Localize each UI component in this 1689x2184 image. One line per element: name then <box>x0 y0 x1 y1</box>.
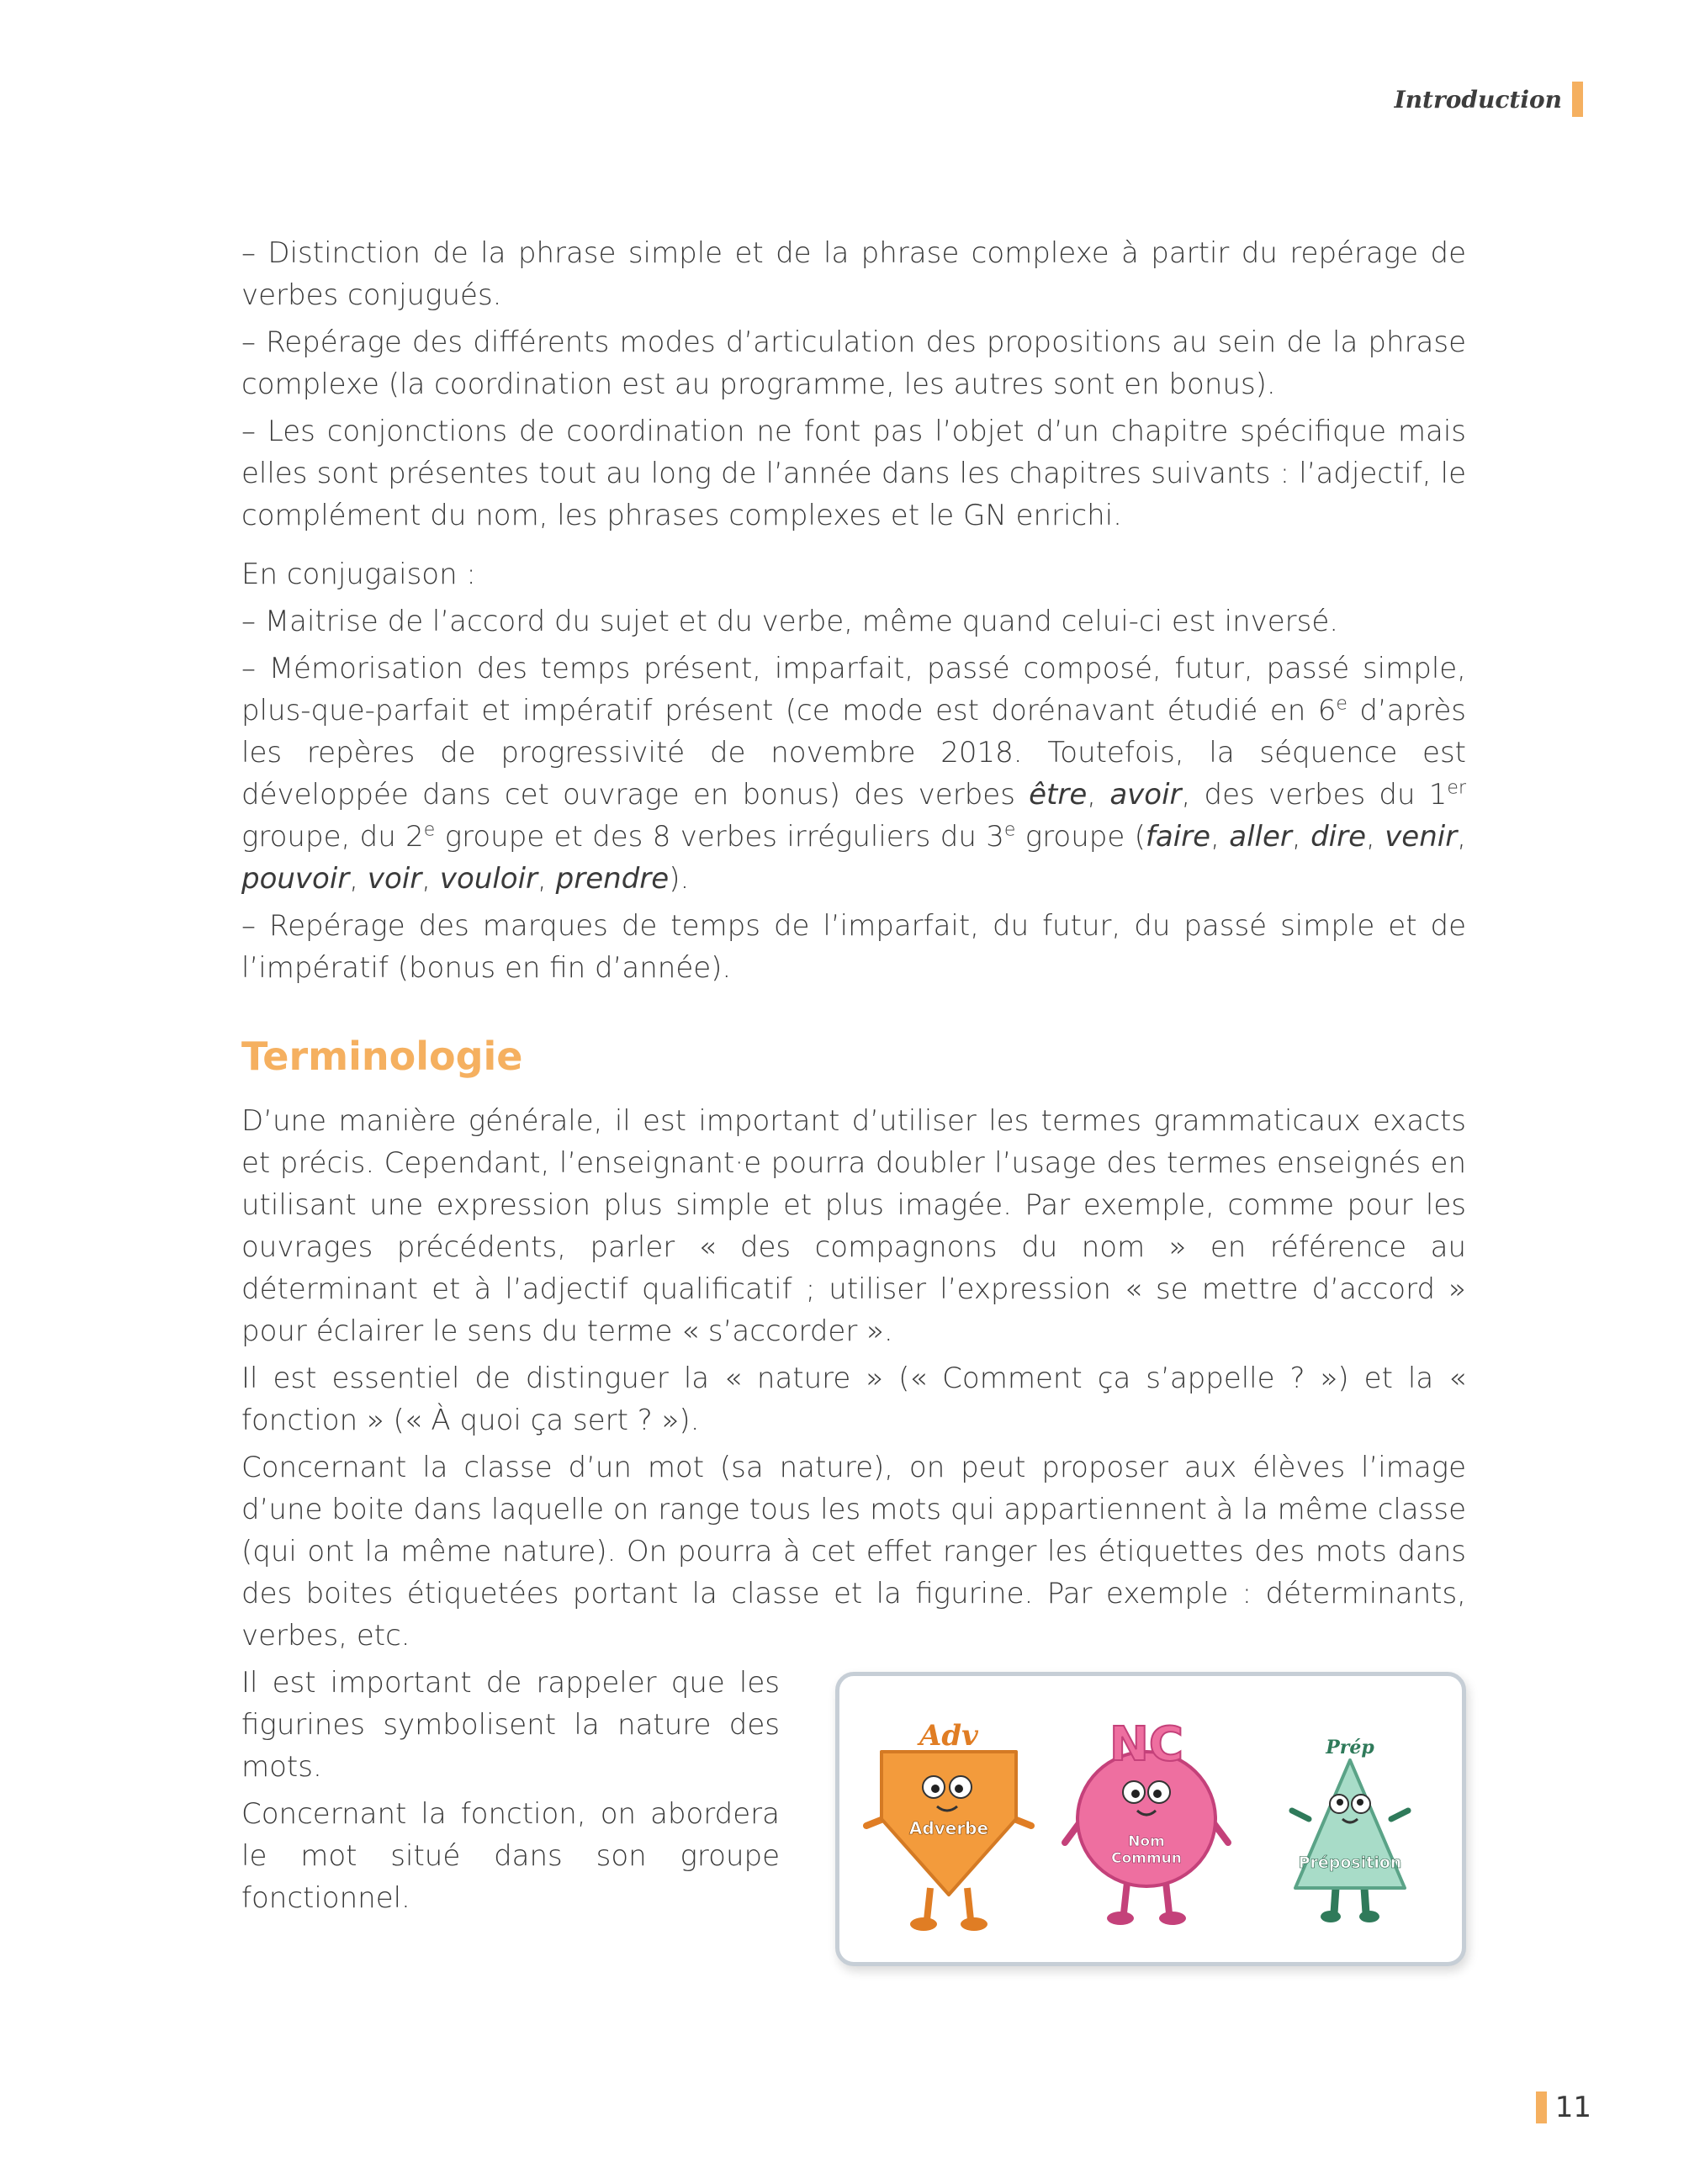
figurines-illustration <box>835 1672 1466 1966</box>
footer-accent-bar <box>1536 2091 1547 2123</box>
preposition-label: Préposition <box>1298 1853 1402 1872</box>
grammar-item-1: – Distinction de la phrase simple et de la phrase complexe à partir du repérage de verbes conjugués. <box>241 236 1466 312</box>
nom-commun-label-1: Nom <box>1128 1833 1165 1850</box>
page-body <box>241 232 1466 1966</box>
terminologie-paragraph-1: D’une manière générale, il est important d’utiliser les termes grammaticaux exacts et précis. Cependant, l’enseignant·e pourra doubler l’usage des termes enseignés en utilisant une expression plus simple et plus imagée. Par exemple, comme pour les ouvrages précédents, parler « des compagnons du nom » en référence au déterminant et à l’adjectif qualificatif ; utiliser l’expression « se mettre d’accord » pour éclairer le sens du terme « s’accorder ». <box>241 1104 1466 1348</box>
adverbe-figurine <box>866 1719 1031 1931</box>
figurines-row <box>241 1662 1466 1966</box>
nom-commun-tag: NC <box>1109 1717 1183 1772</box>
terminologie-paragraph-2: Il est essentiel de distinguer la « nature » (« Comment ça s’appelle ? ») et la « fonction » (« À quoi ça sert ? »). <box>241 1362 1466 1437</box>
nom-commun-label-2: Commun <box>1111 1850 1182 1867</box>
grammar-item-2: – Repérage des différents modes d’articulation des propositions au sein de la phrase complexe (la coordination est au programme, les autres sont en bonus). <box>241 325 1466 401</box>
page-footer <box>1536 2091 1591 2124</box>
figurines-explanation <box>241 1662 780 1966</box>
figurines-svg <box>856 1693 1445 1945</box>
page-number: 11 <box>1554 2091 1591 2124</box>
section-title-terminologie: Terminologie <box>241 1034 523 1079</box>
terminologie-paragraph-5: Concernant la fonction, on abordera le mot situé dans son groupe fonctionnel. <box>241 1797 780 1915</box>
conjugation-item-1: – Maitrise de l’accord du sujet et du verbe, même quand celui-ci est inversé. <box>241 605 1339 638</box>
adverbe-tag: Adv <box>919 1719 978 1753</box>
conjugation-heading: En conjugaison : <box>241 558 476 591</box>
conjugation-item-3: – Repérage des marques de temps de l’imparfait, du futur, du passé simple et de l’impératif (bonus en fin d’année). <box>241 909 1466 985</box>
preposition-figurine <box>1292 1737 1408 1922</box>
header-accent-bar <box>1572 82 1583 117</box>
adverbe-label: Adverbe <box>908 1818 989 1838</box>
running-header <box>1395 81 1583 118</box>
conjugation-item-2: – Mémorisation des temps présent, imparfait, passé composé, futur, passé simple, plus-que-parfait et impératif présent (ce mode est dorénavant étudié en 6e d’après les repères de progressivité de novembre 2018. Toutefois, la séquence est développée dans cet ouvrage en bonus) des verbes être, avoir, des verbes du 1er groupe, du 2e groupe et des 8 verbes irréguliers du 3e groupe (faire, aller, dire, venir, pouvoir, voir, vouloir, prendre). <box>241 652 1467 896</box>
terminologie-paragraph-4: Il est important de rappeler que les figurines symbolisent la nature des mots. <box>241 1666 780 1784</box>
preposition-tag: Prép <box>1326 1737 1374 1758</box>
nom-commun-figurine <box>1065 1717 1228 1925</box>
terminologie-paragraph-3: Concernant la classe d’un mot (sa nature), on peut proposer aux élèves l’image d’une boite dans laquelle on range tous les mots qui appartiennent à la même classe (qui ont la même nature). On pourra à cet effet ranger les étiquettes des mots dans des boites étiquetées portant la classe et la figurine. Par exemple : déterminants, verbes, etc. <box>241 1451 1466 1653</box>
grammar-item-3: – Les conjonctions de coordination ne font pas l’objet d’un chapitre spécifique mais elles sont présentes tout au long de l’année dans les chapitres suivants : l’adjectif, le complément du nom, les phrases complexes et le GN enrichi. <box>241 415 1466 532</box>
section-name: Introduction <box>1394 85 1562 114</box>
